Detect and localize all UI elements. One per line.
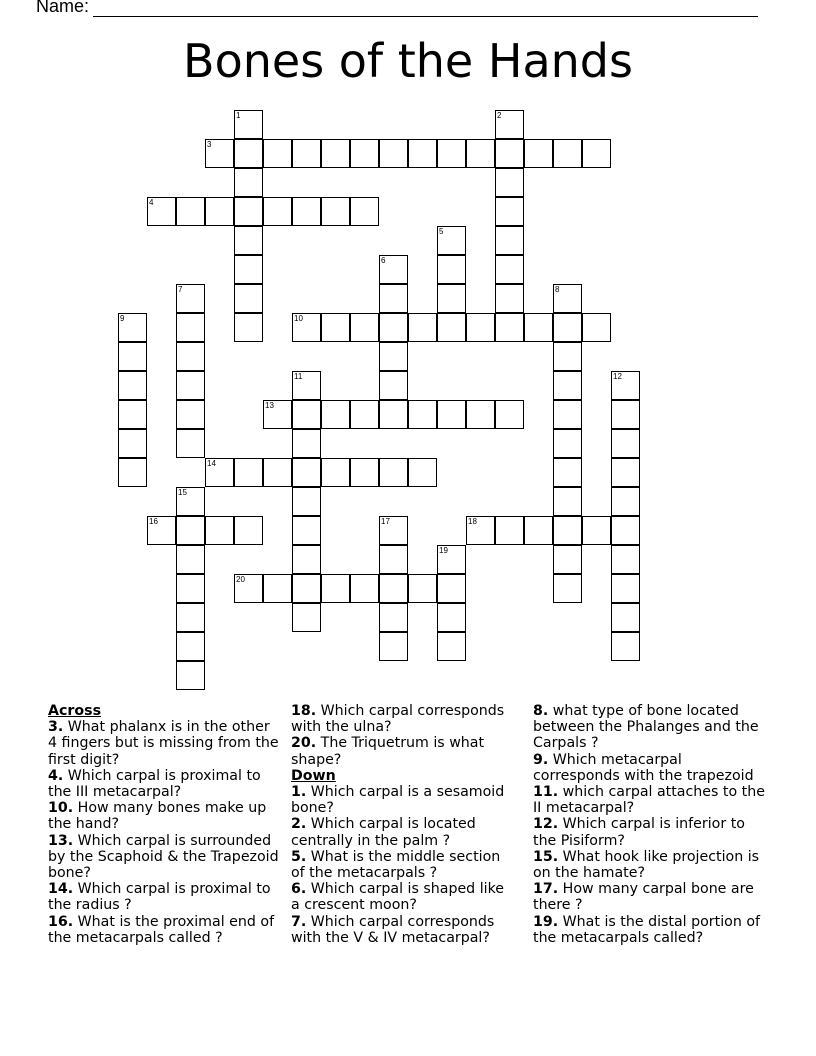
clue [533,784,768,816]
grid-cell[interactable] [350,139,379,168]
grid-cell[interactable] [611,516,640,545]
clue [291,881,516,913]
clue-text: What hook like projection is on the hamate? [533,848,760,882]
grid-cell[interactable] [321,197,350,226]
grid-cell[interactable] [379,139,408,168]
grid-cell[interactable] [292,458,321,487]
grid-cell[interactable] [234,197,263,226]
clues-column-1 [48,703,280,946]
clue [291,703,516,735]
clue-num: 11. [533,784,559,801]
grid-cell[interactable] [379,603,408,632]
grid-cell[interactable] [379,313,408,342]
clue-text: The Triquetrum is what shape? [291,735,485,768]
clue-num: 3. [48,719,64,736]
grid-cell[interactable] [205,516,234,545]
clue-number: 9 [120,314,125,323]
clue-num: 12. [533,816,559,833]
clue-num: 19. [533,913,559,930]
grid-cell[interactable] [176,313,205,342]
grid-cell[interactable] [379,574,408,603]
grid-cell[interactable] [234,458,263,487]
clue [533,881,768,913]
grid-cell[interactable] [553,458,582,487]
grid-cell[interactable] [292,400,321,429]
clue-number: 2 [497,111,502,120]
clue [291,816,516,848]
grid-cell[interactable] [379,545,408,574]
clue-num: 4. [48,767,64,784]
name-label: Name: [36,0,90,16]
grid-cell[interactable] [524,139,553,168]
clue [533,849,768,881]
grid-cell[interactable] [205,139,234,168]
clue-text: What is the proximal end of the metacarpals called ? [48,913,275,946]
grid-cell[interactable] [176,632,205,661]
grid-cell[interactable] [553,516,582,545]
grid-cell[interactable] [118,371,147,400]
grid-cell[interactable] [292,516,321,545]
grid-cell[interactable] [611,371,640,400]
clue [48,800,280,832]
grid-cell[interactable] [379,632,408,661]
clue-text: What is the middle section of the metacarpals ? [291,848,501,882]
grid-cell[interactable] [321,139,350,168]
clue-num: 16. [48,913,74,930]
clue [48,914,280,946]
clue-num: 9. [533,751,549,768]
grid-cell[interactable] [292,197,321,226]
grid-cell[interactable] [176,371,205,400]
grid-cell[interactable] [263,139,292,168]
clue-num: 10. [48,800,74,817]
grid-cell[interactable] [524,313,553,342]
clue-number: 12 [613,372,622,381]
grid-cell[interactable] [379,516,408,545]
clue-text: Which carpal is a sesamoid bone? [291,784,505,817]
clue-num: 2. [291,816,307,833]
clue-number: 5 [439,227,444,236]
clue-number: 17 [381,517,390,526]
name-line[interactable] [93,0,758,17]
grid-cell[interactable] [118,313,147,342]
grid-cell[interactable] [205,197,234,226]
grid-cell[interactable] [234,255,263,284]
grid-cell[interactable] [321,313,350,342]
grid-cell[interactable] [466,313,495,342]
clue [48,833,280,882]
clue-num: 8. [533,703,549,719]
grid-cell[interactable] [350,313,379,342]
grid-cell[interactable] [582,139,611,168]
grid-cell[interactable] [379,255,408,284]
grid-cell[interactable] [437,574,466,603]
grid-cell[interactable] [321,458,350,487]
grid-cell[interactable] [176,400,205,429]
clue-text: How many bones make up the hand? [48,800,267,833]
grid-cell[interactable] [466,139,495,168]
clue-num: 14. [48,881,74,898]
clue-num: 17. [533,881,559,898]
grid-cell[interactable] [437,400,466,429]
grid-cell[interactable] [437,284,466,313]
grid-cell[interactable] [379,342,408,371]
clue [291,735,516,767]
clue [48,881,280,913]
grid-cell[interactable] [234,313,263,342]
clue-number: 4 [149,198,154,207]
clue-text: What is the distal portion of the metacarpals called? [533,913,761,946]
clue-number: 16 [149,517,158,526]
clue-text: Which carpal is inferior to the Pisiform? [533,816,745,849]
grid-cell[interactable] [611,545,640,574]
clue [48,719,280,768]
grid-cell[interactable] [437,139,466,168]
clue-number: 20 [236,575,245,584]
grid-cell[interactable] [495,110,524,139]
grid-cell[interactable] [234,168,263,197]
clue [48,768,280,800]
grid-cell[interactable] [176,516,205,545]
grid-cell[interactable] [408,574,437,603]
grid-cell[interactable] [350,400,379,429]
grid-cell[interactable] [553,284,582,313]
grid-cell[interactable] [118,429,147,458]
clue-number: 19 [439,546,448,555]
grid-cell[interactable] [263,574,292,603]
grid-cell[interactable] [524,516,553,545]
clue-text: Which carpal is proximal to the radius ? [48,881,271,914]
clue [533,703,768,752]
clues-column-3 [533,703,768,946]
grid-cell[interactable] [292,603,321,632]
grid-cell[interactable] [553,429,582,458]
grid-cell[interactable] [234,516,263,545]
grid-cell[interactable] [553,574,582,603]
grid-cell[interactable] [292,139,321,168]
grid-cell[interactable] [379,400,408,429]
grid-cell[interactable] [408,313,437,342]
grid-cell[interactable] [350,197,379,226]
grid-cell[interactable] [176,429,205,458]
clue-num: 20. [291,735,317,752]
clue-text: How many carpal bone are there ? [533,881,754,914]
grid-cell[interactable] [553,342,582,371]
clue [533,914,768,946]
grid-cell[interactable] [205,458,234,487]
clue-number: 8 [555,285,560,294]
grid-cell[interactable] [292,429,321,458]
clue-num: 18. [291,703,317,719]
grid-cell[interactable] [263,458,292,487]
clue [533,752,768,784]
page-title: Bones of the Hands [183,34,633,88]
name-field[interactable] [36,0,758,17]
grid-cell[interactable] [176,342,205,371]
clue-number: 14 [207,459,216,468]
grid-cell[interactable] [147,197,176,226]
grid-cell[interactable] [553,313,582,342]
grid-cell[interactable] [495,139,524,168]
grid-cell[interactable] [321,574,350,603]
clue-number: 10 [294,314,303,323]
grid-cell[interactable] [437,226,466,255]
clue-text: Which carpal is surrounded by the Scaphoid & the Trapezoid bone? [48,832,279,882]
grid-cell[interactable] [379,371,408,400]
grid-cell[interactable] [611,400,640,429]
clue [291,784,516,816]
clue-text: which carpal attaches to the II metacarpal? [533,784,765,817]
clue-text: Which carpal is located centrally in the palm ? [291,816,476,849]
grid-cell[interactable] [437,632,466,661]
clue-number: 3 [207,140,212,149]
grid-cell[interactable] [176,574,205,603]
clue-text: Which carpal corresponds with the ulna? [291,703,505,736]
grid-cell[interactable] [495,168,524,197]
grid-cell[interactable] [292,545,321,574]
grid-cell[interactable] [292,574,321,603]
grid-cell[interactable] [292,487,321,516]
grid-cell[interactable] [379,458,408,487]
grid-cell[interactable] [350,458,379,487]
grid-cell[interactable] [611,574,640,603]
clue-number: 1 [236,111,241,120]
clues-column-2 [291,703,516,946]
clue-number: 18 [468,517,477,526]
grid-cell[interactable] [611,429,640,458]
grid-cell[interactable] [553,139,582,168]
clue-text: Which carpal corresponds with the V & IV metacarpal? [291,913,495,946]
grid-cell[interactable] [118,458,147,487]
clue-number: 13 [265,401,274,410]
grid-cell[interactable] [176,487,205,516]
grid-cell[interactable] [495,400,524,429]
clue-num: 7. [291,913,307,930]
grid-cell[interactable] [466,516,495,545]
clue-text: What phalanx is in the other 4 fingers but is missing from the first digit? [48,719,279,768]
clue-text: what type of bone located between the Phalanges and the Carpals ? [533,703,759,752]
grid-cell[interactable] [582,313,611,342]
grid-cell[interactable] [553,371,582,400]
grid-cell[interactable] [234,284,263,313]
clue-text: Which carpal is shaped like a crescent moon? [291,881,505,914]
grid-cell[interactable] [292,371,321,400]
grid-cell[interactable] [466,400,495,429]
clue [533,816,768,848]
grid-cell[interactable] [292,313,321,342]
clue-num: 1. [291,784,307,801]
grid-cell[interactable] [553,545,582,574]
grid-cell[interactable] [437,313,466,342]
grid-cell[interactable] [350,574,379,603]
grid-cell[interactable] [263,400,292,429]
grid-cell[interactable] [495,516,524,545]
clue-num: 6. [291,881,307,898]
grid-cell[interactable] [379,284,408,313]
grid-cell[interactable] [582,516,611,545]
grid-cell[interactable] [176,603,205,632]
grid-cell[interactable] [234,139,263,168]
grid-cell[interactable] [234,110,263,139]
grid-cell[interactable] [176,545,205,574]
clue-number: 6 [381,256,386,265]
grid-cell[interactable] [176,197,205,226]
clue-number: 11 [294,372,303,381]
grid-cell[interactable] [408,400,437,429]
clue-number: 7 [178,285,183,294]
clue [291,914,516,946]
grid-cell[interactable] [495,226,524,255]
grid-cell[interactable] [553,487,582,516]
clue-num: 5. [291,848,307,865]
grid-cell[interactable] [176,284,205,313]
across-heading: Across [48,703,102,719]
grid-cell[interactable] [437,545,466,574]
grid-cell[interactable] [176,661,205,690]
grid-cell[interactable] [321,400,350,429]
grid-cell[interactable] [495,313,524,342]
grid-cell[interactable] [611,632,640,661]
clue-num: 15. [533,848,559,865]
grid-cell[interactable] [611,603,640,632]
clue-num: 13. [48,832,74,849]
grid-cell[interactable] [408,458,437,487]
grid-cell[interactable] [611,458,640,487]
grid-cell[interactable] [437,255,466,284]
grid-cell[interactable] [234,226,263,255]
clue-number: 15 [178,488,187,497]
grid-cell[interactable] [408,139,437,168]
grid-cell[interactable] [118,342,147,371]
grid-cell[interactable] [611,487,640,516]
clue-text: Which carpal is proximal to the III metacarpal? [48,767,261,801]
down-heading: Down [291,767,336,784]
grid-cell[interactable] [495,284,524,313]
grid-cell[interactable] [437,603,466,632]
clue [291,849,516,881]
clue-text: Which metacarpal corresponds with the trapezoid [533,751,754,784]
grid-cell[interactable] [234,574,263,603]
grid-cell[interactable] [495,197,524,226]
grid-cell[interactable] [263,197,292,226]
grid-cell[interactable] [553,400,582,429]
grid-cell[interactable] [147,516,176,545]
grid-cell[interactable] [495,255,524,284]
grid-cell[interactable] [118,400,147,429]
